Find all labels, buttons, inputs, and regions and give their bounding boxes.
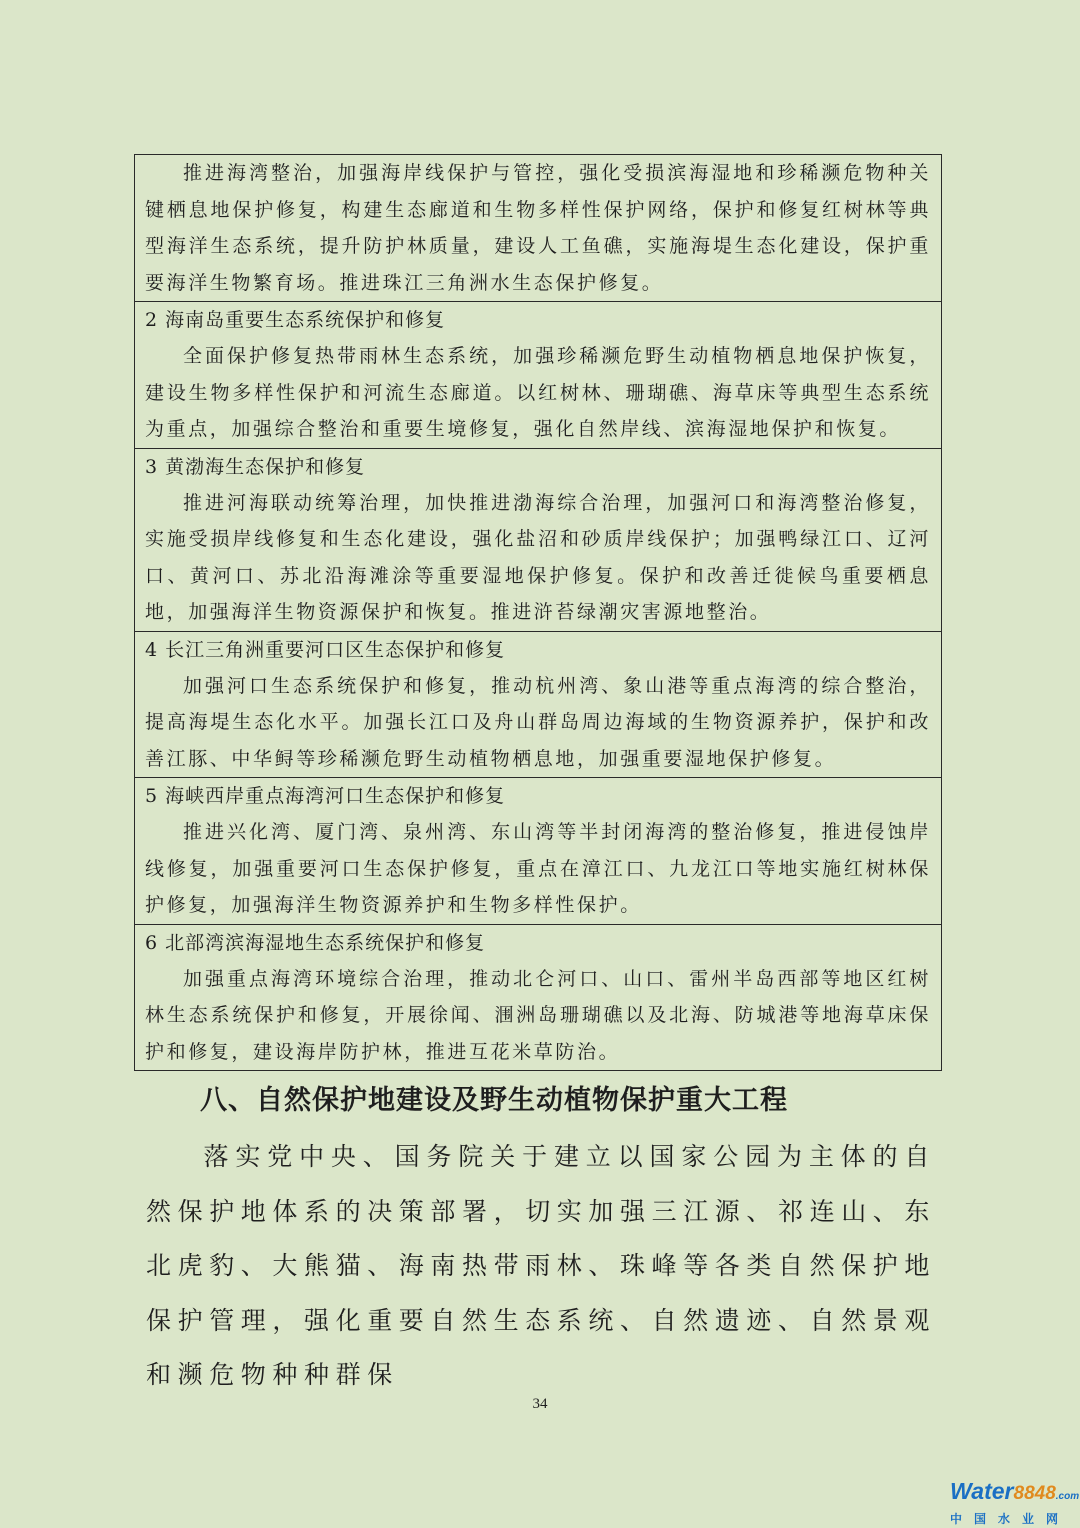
table-row xyxy=(135,448,941,631)
measures-table xyxy=(134,154,942,1071)
row-body: 加强河口生态系统保护和修复，推动杭州湾、象山港等重点海湾的综合整治，提高海堤生态化水平。加强长江口及舟山群岛周边海域的生物资源养护，保护和改善江豚、中华鲟等珍稀濒危野生动植物栖息地，加强重要湿地保护修复。 xyxy=(145,674,931,770)
row-title: 3 黄渤海生态保护和修复 xyxy=(145,455,366,478)
row-title: 2 海南岛重要生态系统保护和修复 xyxy=(145,309,446,331)
row-body: 推进河海联动统筹治理，加快推进渤海综合治理，加强河口和海湾整治修复，实施受损岸线修复和生态化建设，强化盐沼和砂质岸线保护；加强鸭绿江口、辽河口、黄河口、苏北沿海滩涂等重要湿地保护修复。保护和改善迁徙候鸟重要栖息地，加强海洋生物资源保护和恢复。推进浒苔绿潮灾害源地整治。 xyxy=(145,491,931,623)
row-body: 推进海湾整治，加强海岸线保护与管控，强化受损滨海湿地和珍稀濒危物种关键栖息地保护修复，构建生态廊道和生物多样性保护网络，保护和修复红树林等典型海洋生态系统，提升防护林质量，建设人工鱼礁，实施海堤生态化建设，保护重要海洋生物繁育场。推进珠江三角洲水生态保护修复。 xyxy=(145,162,931,294)
table-row xyxy=(135,777,941,924)
table-row xyxy=(135,155,941,301)
row-title: 4 长江三角洲重要河口区生态保护和修复 xyxy=(145,638,506,661)
watermark-subtitle: 中国水业网 xyxy=(950,1512,1071,1526)
section-paragraph: 落实党中央、国务院关于建立以国家公园为主体的自然保护地体系的决策部署，切实加强三江源、祁连山、东北虎豹、大熊猫、海南热带雨林、珠峰等各类自然保护地保护管理，强化重要自然生态系统、自然遗迹、自然景观和濒危物种种群保 xyxy=(146,1142,937,1390)
table-row xyxy=(135,631,941,778)
table-row xyxy=(135,301,941,448)
watermark-brand xyxy=(950,1478,1080,1510)
section-heading: 八、自然保护地建设及野生动植物保护重大工程 xyxy=(200,1085,788,1116)
table-row xyxy=(135,924,941,1071)
row-body: 加强重点海湾环境综合治理，推动北仑河口、山口、雷州半岛西部等地区红树林生态系统保护和修复，开展徐闻、涠洲岛珊瑚礁以及北海、防城港等地海草床保护和修复，建设海岸防护林，推进互花米草防治。 xyxy=(145,967,931,1063)
row-body: 全面保护修复热带雨林生态系统，加强珍稀濒危野生动植物栖息地保护恢复，建设生物多样性保护和河流生态廊道。以红树林、珊瑚礁、海草床等典型生态系统为重点，加强综合整治和重要生境修复，强化自然岸线、滨海湿地保护和恢复。 xyxy=(145,345,931,440)
page-number: 34 xyxy=(532,1396,548,1412)
watermark-brand-word: Water xyxy=(950,1478,1014,1504)
watermark-brand-suffix: .com xyxy=(1055,1491,1080,1502)
watermark-logo xyxy=(950,1478,1080,1528)
row-title: 5 海峡西岸重点海湾河口生态保护和修复 xyxy=(145,785,506,807)
row-title: 6 北部湾滨海湿地生态系统保护和修复 xyxy=(145,931,486,954)
watermark-brand-number: 8848 xyxy=(1013,1483,1056,1504)
row-body: 推进兴化湾、厦门湾、泉州湾、东山湾等半封闭海湾的整治修复，推进侵蚀岸线修复，加强重要河口生态保护修复，重点在漳江口、九龙江口等地实施红树林保护修复，加强海洋生物资源养护和生物多样性保护。 xyxy=(145,821,931,916)
